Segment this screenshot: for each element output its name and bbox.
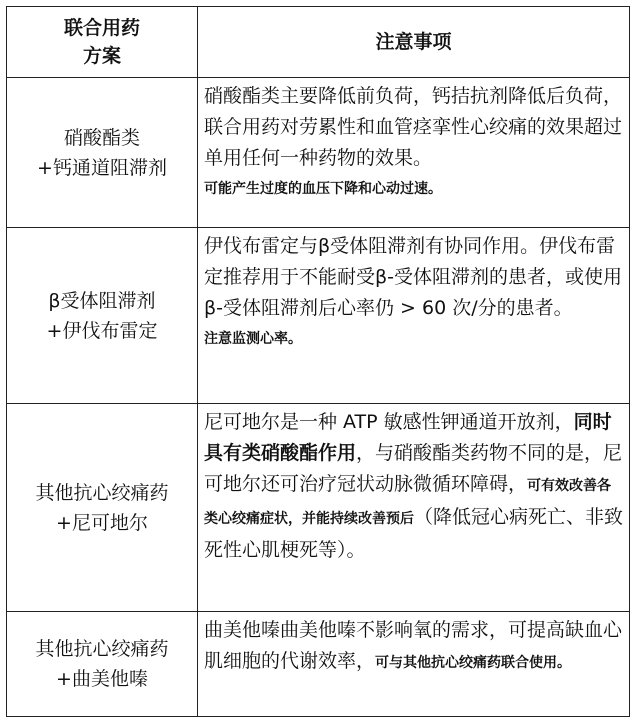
plan-line1: 其他抗心绞痛药	[35, 481, 169, 504]
table-row	[7, 228, 630, 404]
note-cell	[198, 404, 630, 612]
plan-cell	[7, 404, 198, 612]
plan-line1: β受体阻滞剂	[48, 289, 156, 312]
note-text: 伊伐布雷定与β受体阻滞剂有协同作用。伊伐布雷定推荐用于不能耐受β-受体阻滞剂的患者，或使用β-受体阻滞剂后心率仍 > 60 次/分的患者。	[204, 235, 622, 319]
plan-line2: +钙通道阻滞剂	[37, 156, 167, 179]
note-text: 曲美他嗪曲美他嗪不影响氧的需求，可提高缺血心肌细胞的代谢效率，	[204, 619, 623, 672]
note-cell	[198, 228, 630, 404]
plan-cell	[7, 612, 198, 717]
plan-line2: +伊伐布雷定	[46, 319, 158, 342]
note-text-b: ，与硝酸酯类药物不同的是，尼可地尔还可治疗冠状动脉微循环障碍，	[204, 442, 623, 495]
plan-line1: 其他抗心绞痛药	[35, 638, 169, 660]
document	[6, 6, 630, 717]
plan-line2: +曲美他嗪	[56, 668, 148, 690]
drug-combination-table	[6, 6, 630, 717]
plan-line1: 硝酸酯类	[63, 126, 140, 149]
note-strong: 同时具有类硝酸酯作用	[204, 411, 612, 464]
note-emphasis: 可有效改善各类心绞痛症状，并能持续改善预后	[204, 478, 612, 527]
table-header-row	[7, 7, 630, 78]
header-plan	[7, 7, 198, 78]
table-row	[7, 612, 630, 717]
note-emphasis: 可与其他抗心绞痛药联合使用。	[375, 655, 572, 671]
header-notes: 注意事项	[198, 7, 630, 78]
note-text-c: （降低冠心病死亡、非致死性心肌梗死等）。	[204, 506, 624, 561]
table-row	[7, 78, 630, 228]
note-cell	[198, 78, 630, 228]
header-plan-line2: 方案	[82, 45, 121, 67]
note-cell	[198, 612, 630, 717]
plan-cell	[7, 78, 198, 228]
note-text: 硝酸酯类主要降低前负荷，钙拮抗剂降低后负荷，联合用药对劳累性和血管痉挛性心绞痛的效果超过单用任何一种药物的效果。	[204, 85, 623, 169]
note-text-a: 尼可地尔是一种 ATP 敏感性钾通道开放剂，	[204, 411, 574, 433]
note-emphasis: 注意监测心率。	[204, 331, 302, 347]
plan-cell	[7, 228, 198, 404]
plan-line2: +尼可地尔	[56, 511, 148, 534]
header-plan-line1: 联合用药	[63, 17, 140, 39]
table-row	[7, 404, 630, 612]
note-emphasis: 可能产生过度的血压下降和心动过速。	[204, 181, 442, 197]
